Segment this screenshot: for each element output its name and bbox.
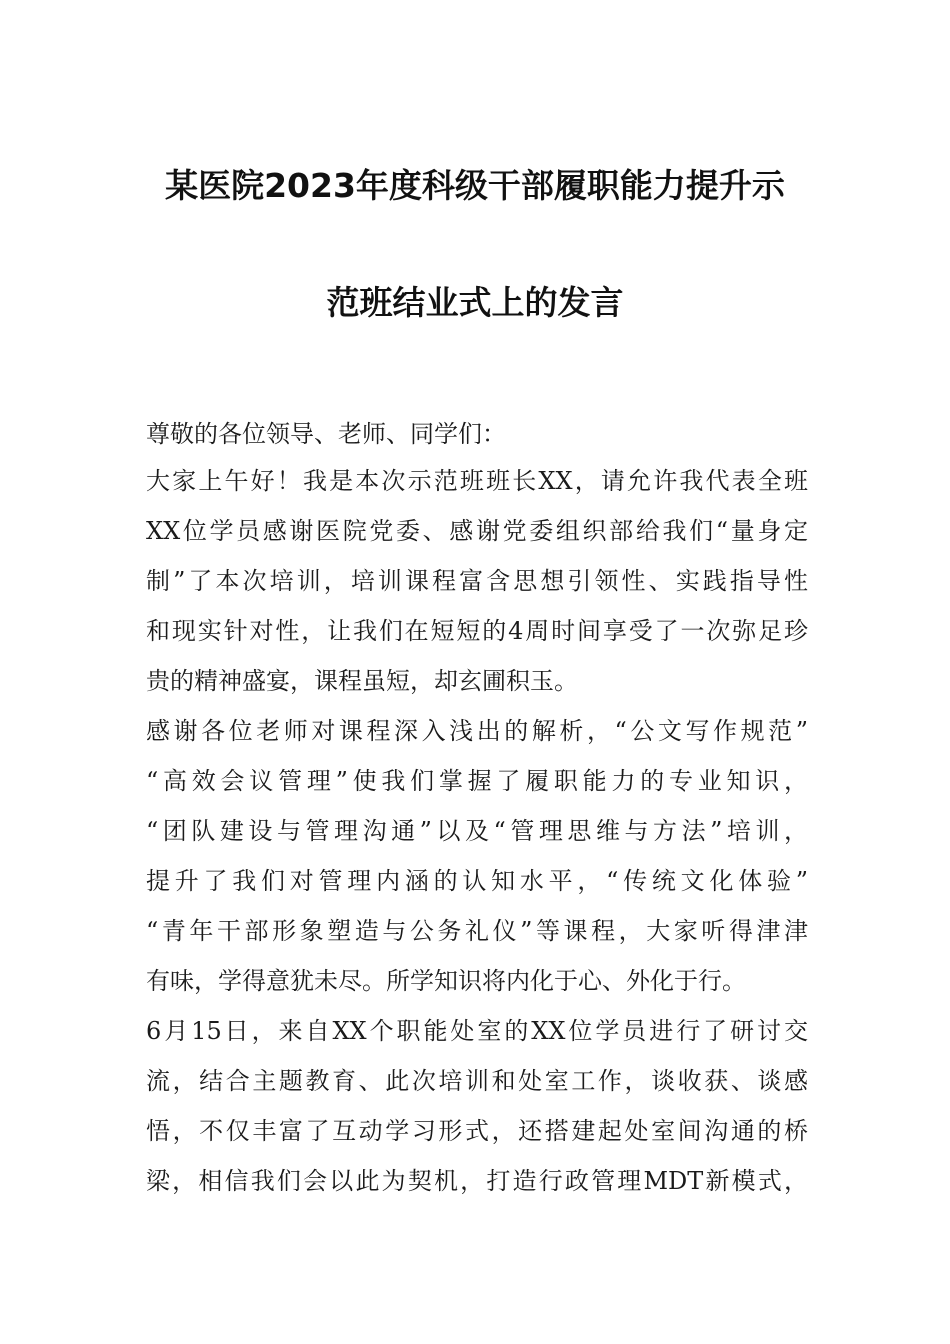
paragraph-line: 大家上午好！我是本次示范班班长XX，请允许我代表全班 xyxy=(146,467,808,495)
paragraph-line: 悟，不仅丰富了互动学习形式，还搭建起处室间沟通的桥 xyxy=(146,1117,808,1145)
paragraph-line: 提升了我们对管理内涵的认知水平，“传统文化体验” xyxy=(146,867,808,895)
paragraph-line: “青年干部形象塑造与公务礼仪”等课程，大家听得津津 xyxy=(146,917,808,945)
paragraph-line: “高效会议管理”使我们掌握了履职能力的专业知识， xyxy=(146,767,808,795)
paragraph-line: 梁，相信我们会以此为契机，打造行政管理MDT新模式， xyxy=(146,1167,808,1195)
salutation: 尊敬的各位领导、老师、同学们： xyxy=(146,420,506,448)
paragraph-line: 贵的精神盛宴，课程虽短，却玄圃积玉。 xyxy=(146,667,578,695)
paragraph-line: “团队建设与管理沟通”以及“管理思维与方法”培训， xyxy=(146,817,808,845)
document-title-line-1: 某医院2023年度科级干部履职能力提升示 xyxy=(165,166,785,205)
paragraph-line: XX位学员感谢医院党委、感谢党委组织部给我们“量身定 xyxy=(146,517,808,545)
paragraph-line: 有味，学得意犹未尽。所学知识将内化于心、外化于行。 xyxy=(146,967,746,995)
paragraph-line: 6月15日，来自XX个职能处室的XX位学员进行了研讨交 xyxy=(146,1017,808,1045)
document-title-line-2: 范班结业式上的发言 xyxy=(326,283,624,322)
paragraph-line: 流，结合主题教育、此次培训和处室工作，谈收获、谈感 xyxy=(146,1067,808,1095)
paragraph-line: 感谢各位老师对课程深入浅出的解析，“公文写作规范” xyxy=(146,717,808,745)
paragraph-line: 和现实针对性，让我们在短短的4周时间享受了一次弥足珍 xyxy=(146,617,808,645)
paragraph-line: 制”了本次培训，培训课程富含思想引领性、实践指导性 xyxy=(146,567,808,595)
